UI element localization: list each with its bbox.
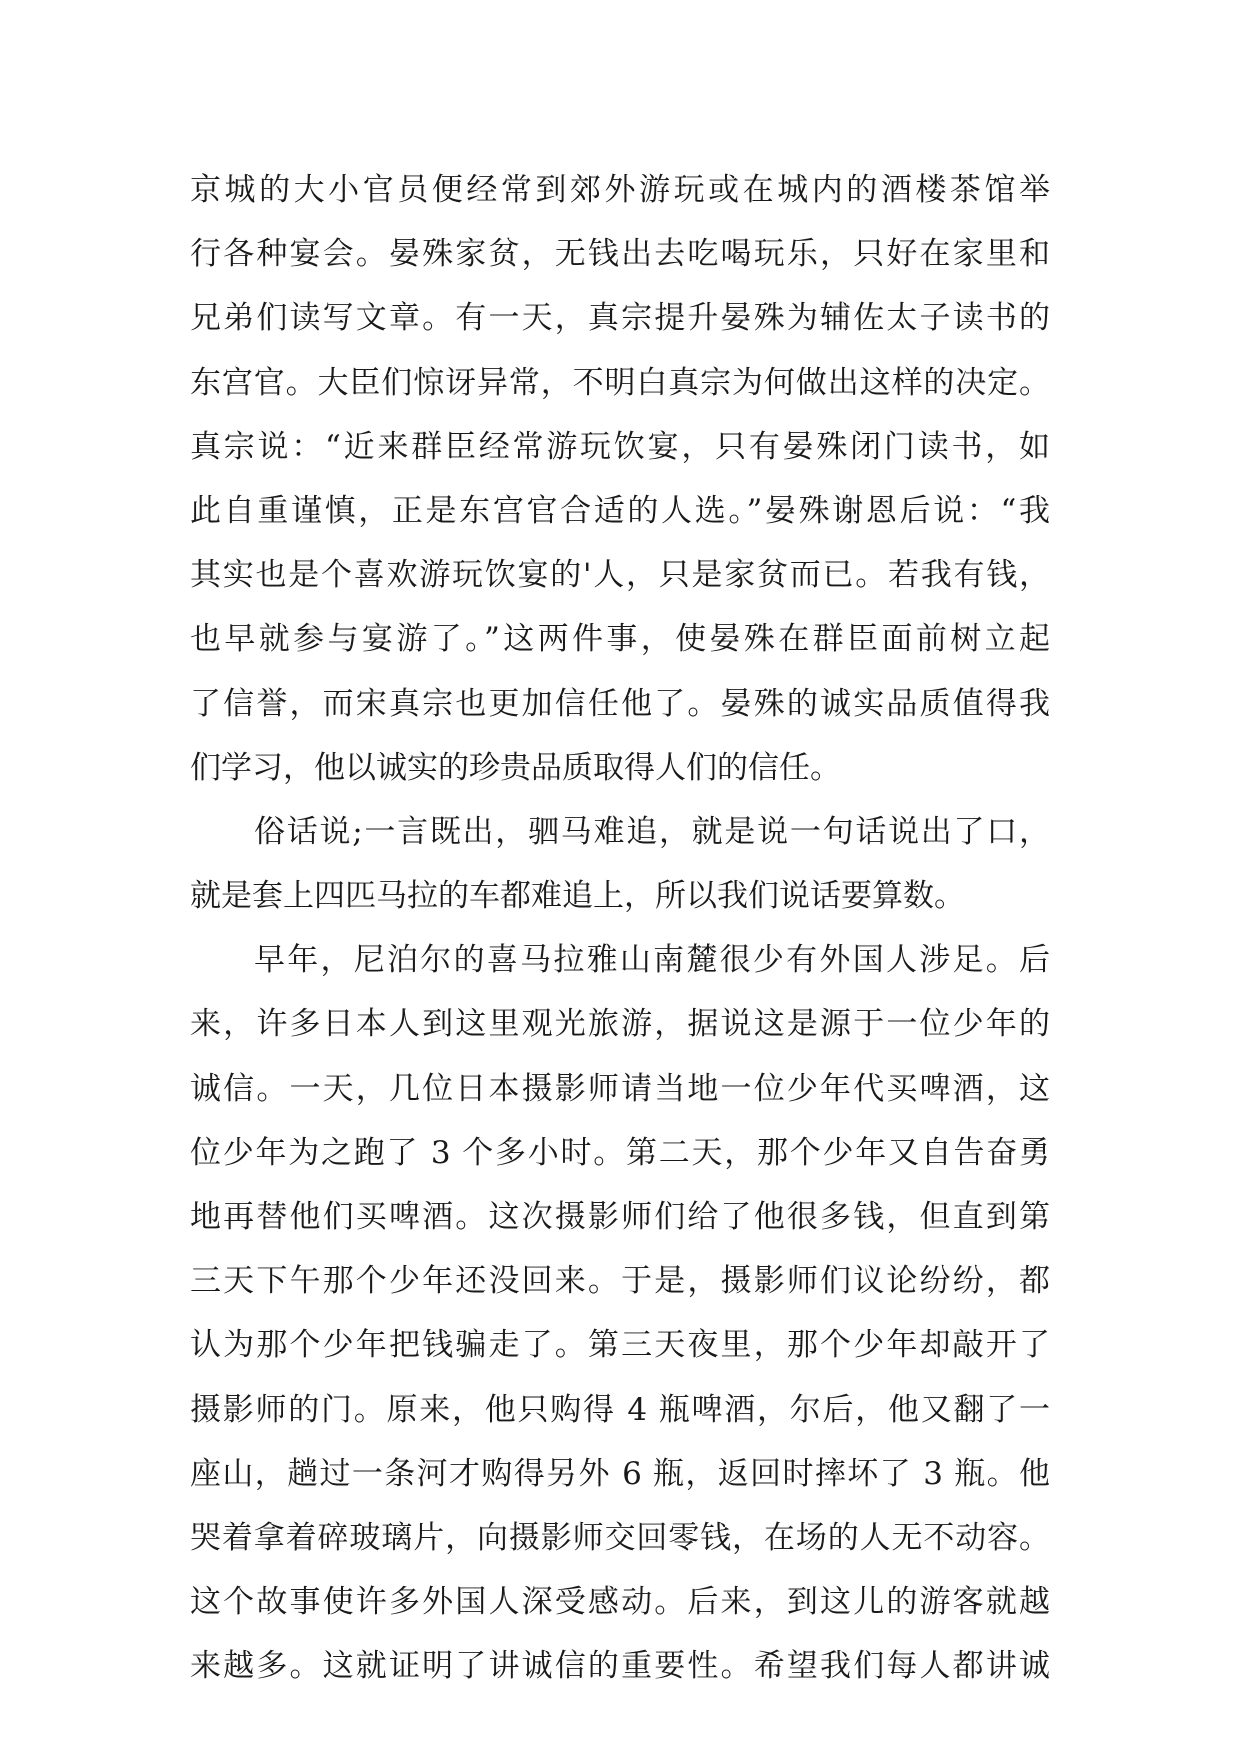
text-line: 摄影师的门。原来，他只购得 4 瓶啤酒，尔后，他又翻了一: [190, 1391, 1050, 1428]
body-text: [190, 158, 1050, 1699]
text-line: 来越多。这就证明了讲诚信的重要性。希望我们每人都讲诚: [190, 1648, 1050, 1685]
text-line: 诚信。一天，几位日本摄影师请当地一位少年代买啤酒，这: [190, 1070, 1050, 1107]
text-line: 了信誉，而宋真宗也更加信任他了。晏殊的诚实品质值得我: [190, 685, 1050, 722]
text-line: 座山，趟过一条河才购得另外 6 瓶，返回时摔坏了 3 瓶。他: [190, 1455, 1050, 1492]
text-line: 认为那个少年把钱骗走了。第三天夜里，那个少年却敲开了: [190, 1327, 1050, 1364]
text-line: 就是套上四匹马拉的车都难追上，所以我们说话要算数。: [190, 878, 965, 915]
paragraph-start-line: 俗话说;一言既出，驷马难追，就是说一句话说出了口，: [254, 813, 1050, 850]
paragraph-start-line: 早年，尼泊尔的喜马拉雅山南麓很少有外国人涉足。后: [254, 942, 1050, 979]
text-line: 此自重谨慎，正是东宫官合适的人选。”晏殊谢恩后说：“我: [190, 492, 1050, 529]
text-line: 其实也是个喜欢游玩饮宴的'人，只是家贫而已。若我有钱，: [190, 557, 1050, 594]
text-line: 地再替他们买啤酒。这次摄影师们给了他很多钱，但直到第: [190, 1199, 1050, 1235]
text-line: 东宫官。大臣们惊讶异常，不明白真宗为何做出这样的决定。: [190, 364, 1050, 401]
text-line: 京城的大小官员便经常到郊外游玩或在城内的酒楼茶馆举: [190, 172, 1050, 208]
text-line: 真宗说：“近来群臣经常游玩饮宴，只有晏殊闭门读书，如: [190, 428, 1050, 465]
text-line: 三天下午那个少年还没回来。于是，摄影师们议论纷纷，都: [190, 1263, 1050, 1300]
text-line: 也早就参与宴游了。”这两件事，使晏殊在群臣面前树立起: [190, 621, 1050, 658]
text-line: 行各种宴会。晏殊家贫，无钱出去吃喝玩乐，只好在家里和: [190, 236, 1050, 273]
text-line: 们学习，他以诚实的珍贵品质取得人们的信任。: [190, 749, 841, 786]
text-line: 位少年为之跑了 3 个多小时。第二天，那个少年又自告奋勇: [190, 1134, 1050, 1171]
text-line: 哭着拿着碎玻璃片，向摄影师交回零钱，在场的人无不动容。: [190, 1519, 1050, 1556]
text-line: 兄弟们读写文章。有一天，真宗提升晏殊为辅佐太子读书的: [190, 300, 1050, 337]
text-line: 这个故事使许多外国人深受感动。后来，到这儿的游客就越: [190, 1584, 1050, 1621]
text-line: 来，许多日本人到这里观光旅游，据说这是源于一位少年的: [190, 1006, 1050, 1043]
